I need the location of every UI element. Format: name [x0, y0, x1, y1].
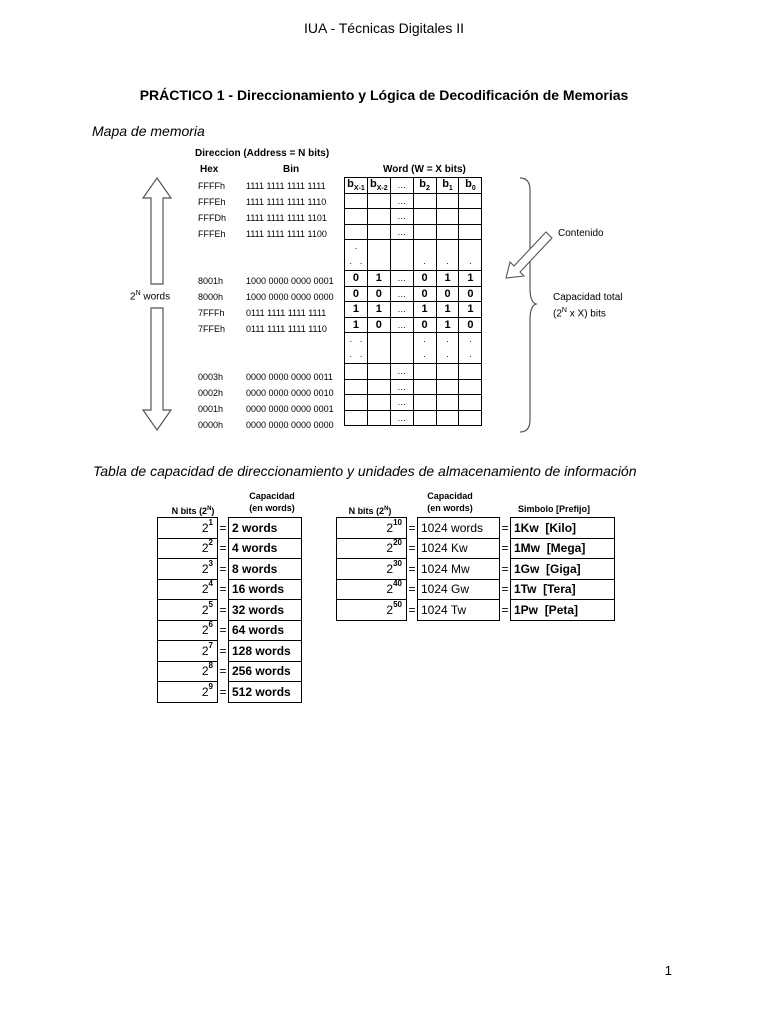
address-row: 0002h 0000 0000 0000 0010 [198, 388, 334, 398]
capacity-table-left [157, 517, 302, 703]
power-cell: $2^4$ [158, 579, 218, 600]
bit-header-cell: $b_2$ [413, 178, 436, 194]
power-cell: $2^8$ [158, 661, 218, 682]
page-header: IUA - Técnicas Digitales II [303, 20, 465, 36]
address-column-top [198, 178, 327, 242]
capacity-row [337, 600, 615, 621]
bin-header: Bin [283, 164, 300, 175]
equals-sign: = [501, 520, 509, 535]
capacity-row [158, 579, 302, 600]
capacity-value-cell: 16 words [229, 579, 302, 600]
equals-sign: = [219, 602, 227, 617]
equals-sign: = [501, 561, 509, 576]
capacity-value-cell: 2 words [229, 518, 302, 539]
capacity-row [158, 620, 302, 641]
memory-row: 0 0 … 0 0 0 [345, 286, 482, 302]
address-row: FFFFh 1111 1111 1111 1111 [198, 181, 326, 191]
capacity-value-cell: 32 words [229, 600, 302, 621]
power-cell: $2^{20}$ [337, 538, 407, 559]
address-row: FFFEh 1111 1111 1111 1100 [198, 229, 327, 239]
equals-sign: = [501, 541, 509, 556]
capacity-value-cell: 8 words [229, 559, 302, 580]
memory-gap-row: · · · · · [345, 333, 482, 349]
equals-sign: = [219, 582, 227, 597]
address-row: 7FFEh 0111 1111 1111 1110 [198, 324, 327, 334]
symbol-cell: 1Gw [Giga] [511, 559, 615, 580]
bit-header-row [345, 178, 482, 194]
word-header: Word (W = X bits) [383, 164, 466, 175]
memory-row: … [345, 379, 482, 395]
capacity-row [337, 579, 615, 600]
capacity-value-cell: 128 words [229, 641, 302, 662]
equals-sign: = [219, 664, 227, 679]
contenido-arrow-icon [500, 226, 560, 282]
equals-sign: = [408, 520, 416, 535]
memory-row: … [345, 193, 482, 209]
bit-header-cell: $b_1$ [436, 178, 459, 194]
nbits-header-right: N bits $(2^N)$ [348, 506, 392, 516]
address-row: FFFEh 1111 1111 1111 1110 [198, 197, 327, 207]
power-cell: $2^{30}$ [337, 559, 407, 580]
memory-row: … [345, 410, 482, 426]
address-column-middle [198, 273, 334, 337]
power-cell: $2^1$ [158, 518, 218, 539]
memory-row: 1 0 … 0 1 0 [345, 317, 482, 333]
address-row: 0000h 0000 0000 0000 0000 [198, 420, 334, 430]
capacity-table-right [336, 517, 615, 621]
equals-sign: = [501, 582, 509, 597]
power-cell: $2^7$ [158, 641, 218, 662]
capacidad-total-label: Capacidad total [553, 292, 623, 303]
capacity-value-cell: 64 words [229, 620, 302, 641]
capacity-row [158, 538, 302, 559]
power-cell: $2^5$ [158, 600, 218, 621]
equals-sign: = [219, 541, 227, 556]
power-cell: $2^3$ [158, 559, 218, 580]
capacidad-header-left: Capacidad (en words) [249, 491, 295, 513]
memory-gap-row: · · · · · [345, 348, 482, 364]
symbol-cell: 1Kw [Kilo] [511, 518, 615, 539]
capacity-value-cell: 1024 Gw [418, 579, 500, 600]
equals-sign: = [408, 602, 416, 617]
equals-sign: = [408, 582, 416, 597]
capacity-value-cell: 4 words [229, 538, 302, 559]
memory-row: … [345, 364, 482, 380]
address-row: 0003h 0000 0000 0000 0011 [198, 372, 333, 382]
capacity-row [337, 559, 615, 580]
simbolo-header: Simbolo [Prefijo] [518, 504, 590, 514]
capacity-value-cell: 1024 words [418, 518, 500, 539]
address-header: Direccion (Address = N bits) [195, 148, 330, 159]
words-count-label: $2^N$ words [130, 290, 171, 303]
capacity-value-cell: 1024 Kw [418, 538, 500, 559]
equals-sign: = [219, 561, 227, 576]
capacidad-total-formula: ($2^N$ x X) bits [553, 307, 606, 320]
capacidad-header-right: Capacidad (en words) [427, 491, 473, 513]
memory-row: 0 1 … 0 1 1 [345, 271, 482, 287]
capacity-value-cell: 1024 Tw [418, 600, 500, 621]
memory-gap-row: · · · · · [345, 255, 482, 271]
capacity-value-cell: 1024 Mw [418, 559, 500, 580]
hex-header: Hex [200, 164, 219, 175]
symbol-cell: 1Pw [Peta] [511, 600, 615, 621]
memory-row: … [345, 209, 482, 225]
symbol-cell: 1Mw [Mega] [511, 538, 615, 559]
section-heading-capacity-table: Tabla de capacidad de direccionamiento y unidades de almacenamiento de información [93, 463, 637, 479]
power-cell: $2^{10}$ [337, 518, 407, 539]
equals-sign: = [501, 602, 509, 617]
address-column-bottom [198, 369, 334, 433]
address-row: 8000h 1000 0000 0000 0000 [198, 292, 334, 302]
capacity-brace-icon [518, 176, 538, 434]
contenido-label: Contenido [558, 228, 604, 239]
capacity-value-cell: 512 words [229, 682, 302, 703]
power-cell: $2^9$ [158, 682, 218, 703]
bit-header-cell: … [390, 178, 413, 194]
power-cell: $2^{40}$ [337, 579, 407, 600]
words-span-arrow-icon [140, 176, 174, 432]
memory-grid [344, 177, 482, 426]
bit-header-cell: $b_0$ [459, 178, 482, 194]
memory-gap-row: · [345, 240, 482, 256]
capacity-row [158, 518, 302, 539]
capacity-row [158, 661, 302, 682]
document-title: PRÁCTICO 1 - Direccionamiento y Lógica de Decodificación de Memorias [139, 87, 629, 103]
bit-header-cell: $b_{X-1}$ [345, 178, 368, 194]
power-cell: $2^{50}$ [337, 600, 407, 621]
capacity-value-cell: 256 words [229, 661, 302, 682]
capacity-row [337, 538, 615, 559]
address-row: 8001h 1000 0000 0000 0001 [198, 276, 334, 286]
symbol-cell: 1Tw [Tera] [511, 579, 615, 600]
power-cell: $2^2$ [158, 538, 218, 559]
capacity-row [158, 682, 302, 703]
address-row: 0001h 0000 0000 0000 0001 [198, 404, 334, 414]
memory-row: … [345, 224, 482, 240]
equals-sign: = [219, 520, 227, 535]
memory-row: 1 1 … 1 1 1 [345, 302, 482, 318]
address-row: FFFDh 1111 1111 1111 1101 [198, 213, 327, 223]
equals-sign: = [408, 541, 416, 556]
equals-sign: = [219, 623, 227, 638]
capacity-row [158, 641, 302, 662]
equals-sign: = [219, 684, 227, 699]
section-heading-memory-map: Mapa de memoria [92, 123, 205, 139]
capacity-row [158, 559, 302, 580]
nbits-header-left: N bits $(2^N)$ [171, 506, 215, 516]
equals-sign: = [219, 643, 227, 658]
bit-header-cell: $b_{X-2}$ [367, 178, 390, 194]
capacity-row [158, 600, 302, 621]
address-row: 7FFFh 0111 1111 1111 1111 [198, 308, 327, 318]
page-number: 1 [664, 963, 672, 978]
power-cell: $2^6$ [158, 620, 218, 641]
equals-sign: = [408, 561, 416, 576]
memory-row: … [345, 395, 482, 411]
capacity-row [337, 518, 615, 539]
